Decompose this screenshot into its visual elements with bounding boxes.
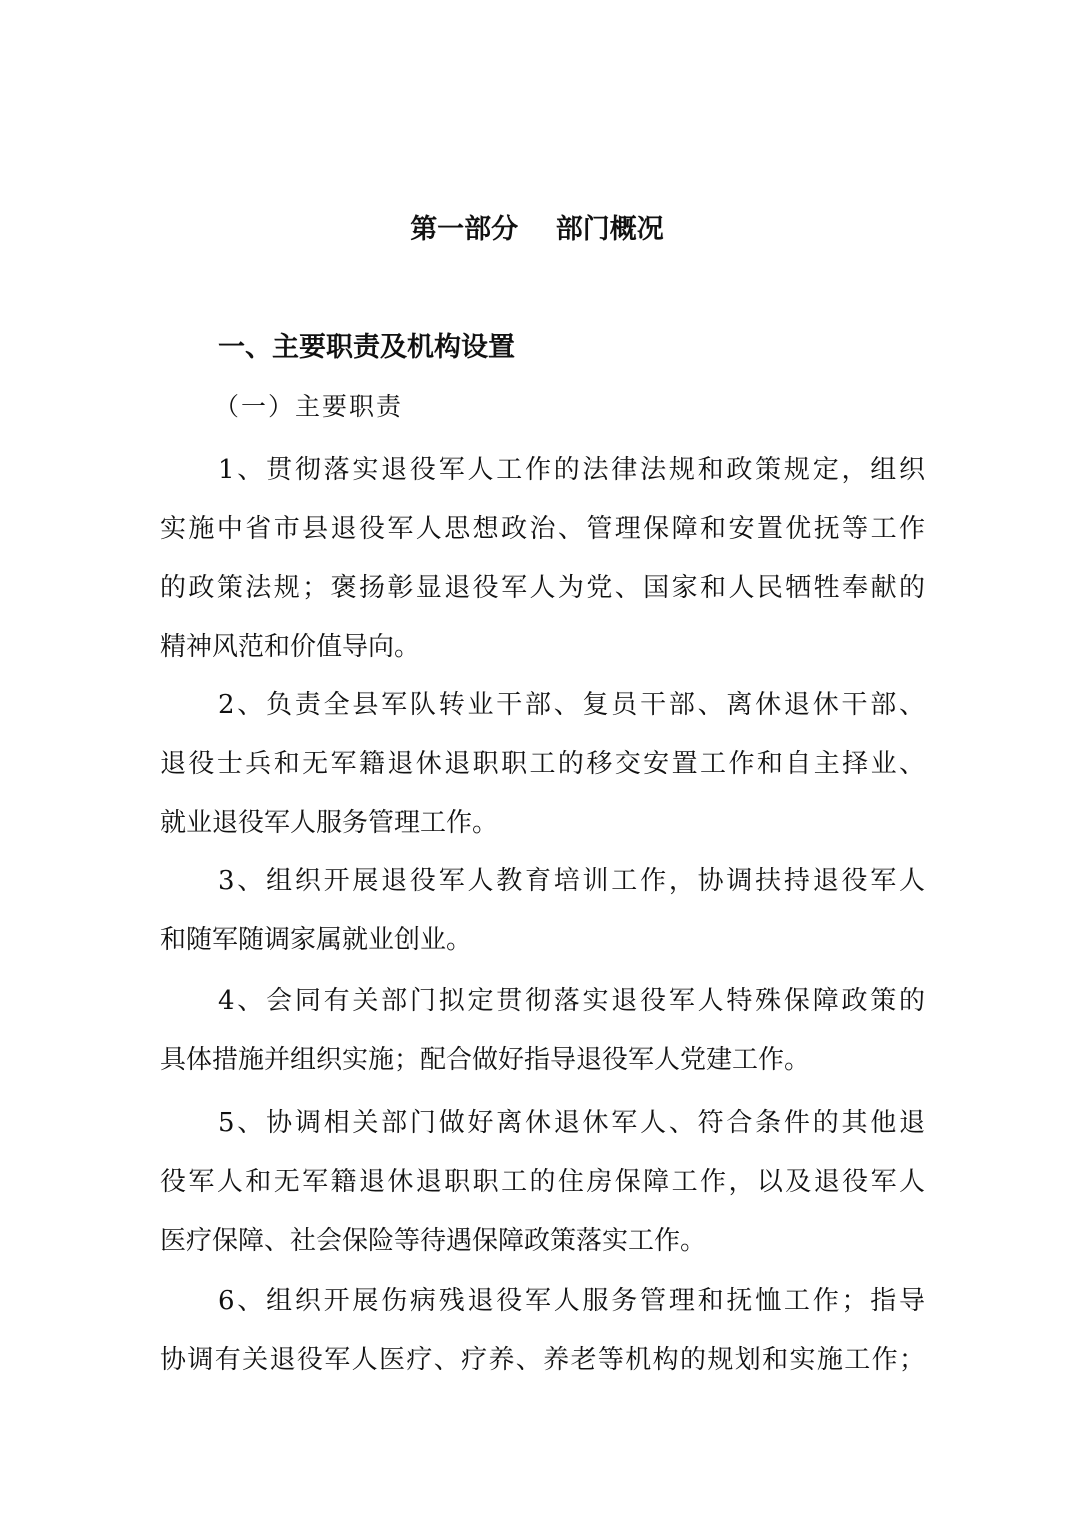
paragraph-6 xyxy=(160,1272,925,1390)
paragraph-line: 的政策法规；褒扬彰显退役军人为党、国家和人民牺牲奉献的 xyxy=(160,573,925,603)
paragraph-line: 具体措施并组织实施；配合做好指导退役军人党建工作。 xyxy=(160,1045,811,1075)
paragraph-line: 医疗保障、社会保险等待遇保障政策落实工作。 xyxy=(160,1226,707,1256)
paragraph-line: 实施中省市县退役军人思想政治、管理保障和安置优抚等工作 xyxy=(160,514,925,544)
page-title: 第一部分 部门概况 xyxy=(410,214,664,245)
paragraph-line: 和随军随调家属就业创业。 xyxy=(160,925,473,955)
paragraph-1 xyxy=(160,441,925,677)
section-heading: 一、主要职责及机构设置 xyxy=(218,332,515,363)
paragraph-line: 3、组织开展退役军人教育培训工作，协调扶持退役军人 xyxy=(218,866,925,896)
paragraph-line: 4、会同有关部门拟定贯彻落实退役军人特殊保障政策的 xyxy=(218,986,925,1016)
paragraph-4 xyxy=(160,972,925,1090)
paragraph-line: 退役士兵和无军籍退休退职职工的移交安置工作和自主择业、 xyxy=(160,749,925,779)
paragraph-line: 1、贯彻落实退役军人工作的法律法规和政策规定，组织 xyxy=(218,455,925,485)
paragraph-line: 协调有关退役军人医疗、疗养、养老等机构的规划和实施工作； xyxy=(160,1345,925,1375)
paragraph-line: 5、协调相关部门做好离休退休军人、符合条件的其他退 xyxy=(218,1108,925,1138)
paragraph-line: 精神风范和价值导向。 xyxy=(160,632,421,662)
paragraph-line: 6、组织开展伤病残退役军人服务管理和抚恤工作；指导 xyxy=(218,1286,925,1316)
paragraph-line: 役军人和无军籍退休退职职工的住房保障工作，以及退役军人 xyxy=(160,1167,925,1197)
paragraph-line: 2、负责全县军队转业干部、复员干部、离休退休干部、 xyxy=(218,690,925,720)
paragraph-line: 就业退役军人服务管理工作。 xyxy=(160,808,499,838)
subsection-heading: （一）主要职责 xyxy=(214,392,404,421)
paragraph-3 xyxy=(160,852,925,970)
paragraph-5 xyxy=(160,1094,925,1271)
paragraph-2 xyxy=(160,676,925,853)
